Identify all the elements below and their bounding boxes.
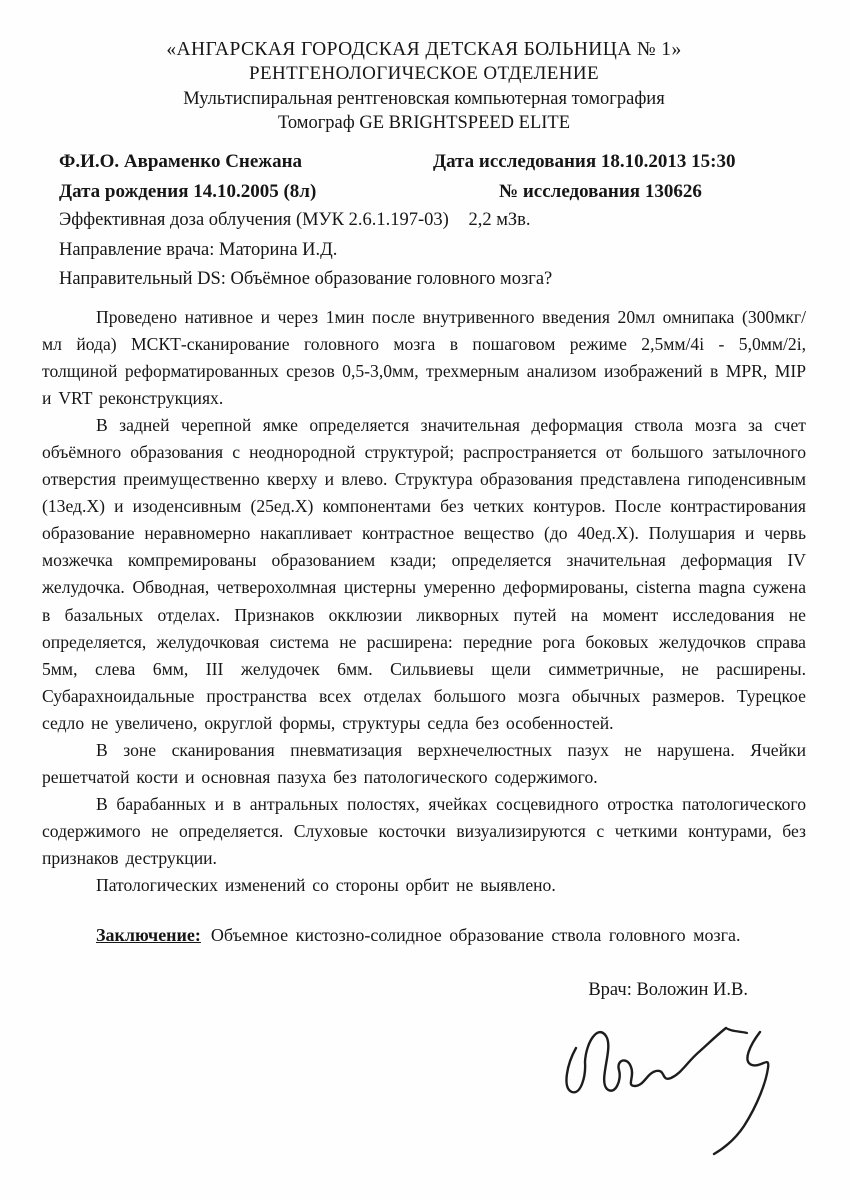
paragraph-sinuses: В зоне сканирования пневматизация верхнечелюстных пазух не нарушена. Ячейки решетчатой кости и основная пазуха без патологического содержимого.: [42, 740, 806, 788]
paragraph-orbits: Патологических изменений со стороны орбит не выявлено.: [96, 875, 556, 896]
info-row-1: [59, 147, 806, 177]
doctor-name-line: Врач: Воложин И.В.: [588, 979, 748, 1000]
info-row-2: [59, 177, 806, 207]
info-row-dose: [59, 206, 806, 236]
conclusion-label: Заключение:: [96, 924, 201, 945]
patient-name: Ф.И.О. Авраменко Снежана: [59, 151, 303, 172]
report-body: [42, 304, 806, 900]
paragraph-technique: Проведено нативное и через 1мин после внутривенного введения 20мл омнипака (300мкг/мл йода) МСКТ-сканирование головного мозга в пошаговом режиме 2,5мм/4i - 5,0мм/2i, толщиной реформатированных срезов 0,5-3,0мм, трехмерным анализом изображений в MPR, MIP и VRT реконструкциях.: [42, 306, 806, 408]
study-date: Дата исследования 18.10.2013 15:30: [433, 151, 736, 172]
paragraph-ears: В барабанных и в антральных полостях, ячейках сосцевидного отростка патологического содержимого не определяется. Слуховые косточки визуализируются с четкими контурами, без признаков деструкции.: [42, 794, 806, 869]
radiation-dose-value: 2,2 мЗв.: [468, 210, 531, 230]
study-number: № исследования 130626: [499, 180, 702, 202]
doctor-signature: [554, 1018, 804, 1158]
referring-doctor: Направление врача: Маторина И.Д.: [59, 239, 338, 260]
radiation-dose-label: Эффективная доза облучения (МУК 2.6.1.197-03): [59, 210, 449, 230]
department-name: РЕНТГЕНОЛОГИЧЕСКОЕ ОТДЕЛЕНИЕ: [249, 63, 599, 84]
conclusion-text: Объемное кистозно-солидное образование ствола головного мозга.: [210, 924, 741, 945]
hospital-name: «АНГАРСКАЯ ГОРОДСКАЯ ДЕТСКАЯ БОЛЬНИЦА № 1»: [166, 39, 682, 60]
modality-title: Мультиспиральная рентгеновская компьютерная томография: [183, 89, 665, 109]
document-header: [42, 38, 806, 135]
scanner-model: Томограф GE BRIGHTSPEED ELITE: [277, 113, 571, 133]
conclusion-paragraph: [42, 920, 806, 950]
referral-diagnosis: Направительный DS: Объёмное образование головного мозга?: [59, 269, 553, 289]
patient-info-block: [42, 147, 806, 295]
signature-scrawl-icon: [554, 1018, 804, 1158]
birth-date: Дата рождения 14.10.2005 (8л): [59, 180, 317, 202]
paragraph-findings-brain: В задней черепной ямке определяется значительная деформация ствола мозга за счет объёмного образования с неоднородной структурой; распространяется от большого затылочного отверстия преимущественно кверху и влево. Структура образования представлена гиподенсивным (13ед.Х) и изоденсивным (25ед.Х) компонентами без четких контуров. После контрастирования образование неравномерно накапливает контрастное вещество (до 40ед.Х). Полушария и червь мозжечка компремированы образованием кзади; определяется значительная деформация IV желудочка. Обводная, четверохолмная цистерны умеренно деформированы, cisterna magna сужена в базальных отделах. Признаков окклюзии ликворных путей на момент исследования не определяется, желудочковая система не расширена: передние рога боковых желудочков справа 5мм, слева 6мм, III желудочек 6мм. Сильвиевы щели симметричные, не расширены. Субарахноидальные пространства всех отделах большого мозга обычных размеров. Турецкое седло не увеличено, округлой формы, структуры седла без особенностей.: [42, 414, 806, 733]
